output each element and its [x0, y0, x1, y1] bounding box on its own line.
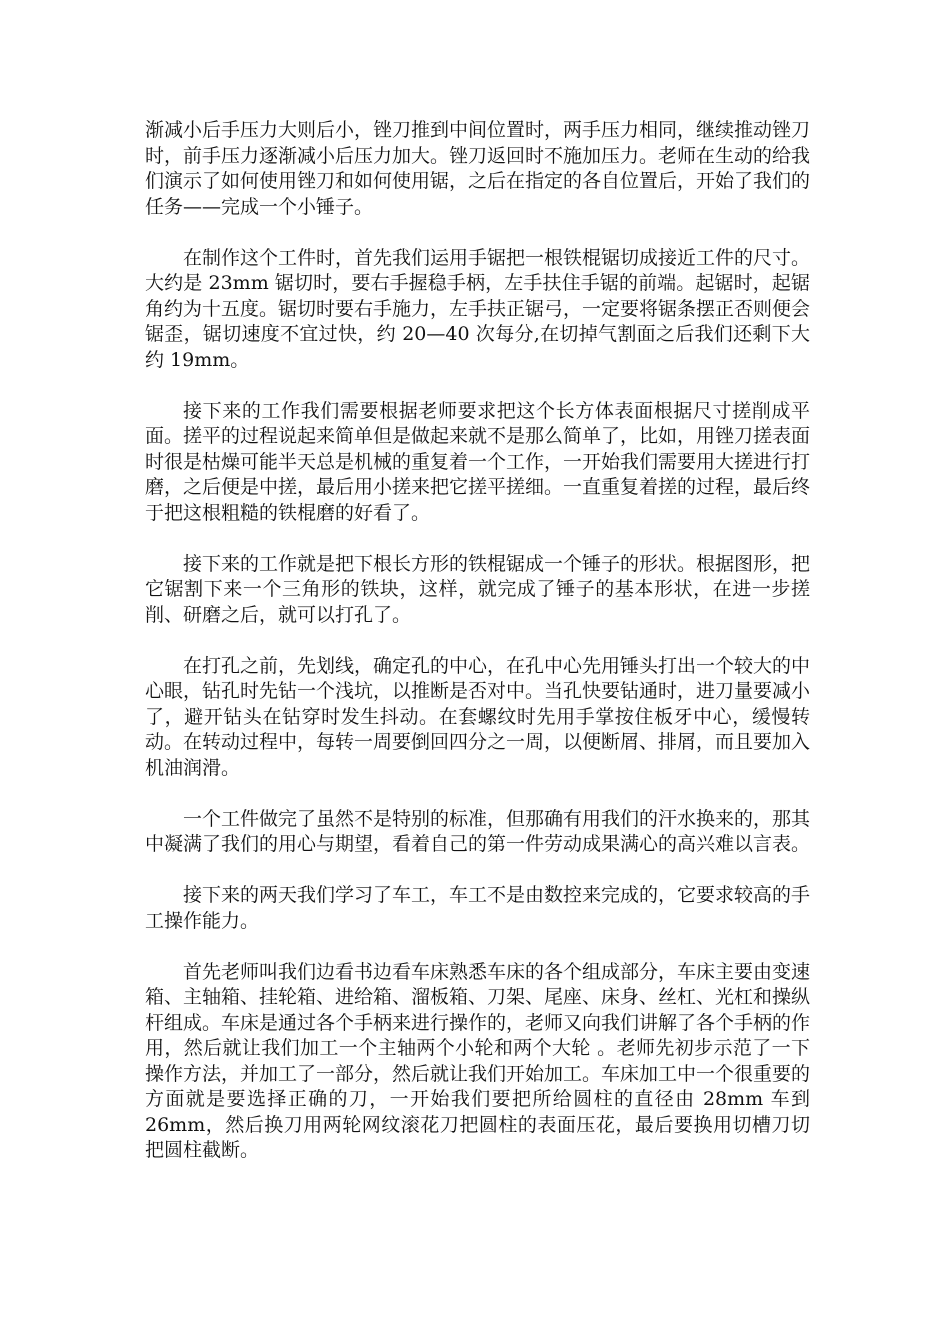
- paragraph-4: 接下来的工作就是把下根长方形的铁棍锯成一个锤子的形状。根据图形，把它锯割下来一个三角形的铁块，这样，就完成了锤子的基本形状，在进一步搓削、研磨之后，就可以打孔了。: [145, 552, 811, 626]
- paragraph-5: 在打孔之前，先划线，确定孔的中心，在孔中心先用锤头打出一个较大的中心眼，钻孔时先钻一个浅坑，以推断是否对中。当孔快要钻通时，进刀量要减小了，避开钻头在钻穿时发生抖动。在套螺纹时先用手掌按住板牙中心，缓慢转动。在转动过程中，每转一周要倒回四分之一周，以便断屑、排屑，而且要加入机油润滑。: [145, 654, 811, 779]
- paragraph-1: 渐减小后手压力大则后小，锉刀推到中间位置时，两手压力相同，继续推动锉刀时，前手压力逐渐减小后压力加大。锉刀返回时不施加压力。老师在生动的给我们演示了如何使用锉刀和如何使用锯，之后在指定的各自位置后，开始了我们的任务——完成一个小锤子。: [145, 119, 811, 218]
- paragraph-6: 一个工件做完了虽然不是特别的标准，但那确有用我们的汗水换来的，那其中凝满了我们的用心与期望，看着自己的第一件劳动成果满心的高兴难以言表。: [145, 807, 811, 855]
- paragraph-2: 在制作这个工件时，首先我们运用手锯把一根铁棍锯切成接近工件的尺寸。大约是 23mm 锯切时，要右手握稳手柄，左手扶住手锯的前端。起锯时，起锯角约为十五度。锯切时要右手施力，左手扶正锯弓，一定要将锯条摆正否则便会锯歪，锯切速度不宜过快，约 20—40 次每分,在切掉气割面之后我们还剩下大约 19mm。: [145, 246, 811, 371]
- paragraph-3: 接下来的工作我们需要根据老师要求把这个长方体表面根据尺寸搓削成平面。搓平的过程说起来简单但是做起来就不是那么简单了，比如，用锉刀搓表面时很是枯燥可能半天总是机械的重复着一个工作，一开始我们需要用大搓进行打磨，之后便是中搓，最后用小搓来把它搓平搓细。一直重复着搓的过程，最后终于把这根粗糙的铁棍磨的好看了。: [145, 399, 811, 524]
- paragraph-8: 首先老师叫我们边看书边看车床熟悉车床的各个组成部分，车床主要由变速箱、主轴箱、挂轮箱、进给箱、溜板箱、刀架、尾座、床身、丝杠、光杠和操纵杆组成。车床是通过各个手柄来进行操作的，老师又向我们讲解了各个手柄的作用，然后就让我们加工一个主轴两个小轮和两个大轮 。老师先初步示范了一下操作方法，并加工了一部分，然后就让我们开始加工。车床加工中一个很重要的方面就是要选择正确的刀，一开始我们要把所给圆柱的直径由 28mm 车到 26mm，然后换刀用两轮网纹滚花刀把圆柱的表面压花，最后要换用切槽刀切把圆柱截断。: [145, 960, 811, 1161]
- paragraph-7: 接下来的两天我们学习了车工，车工不是由数控来完成的，它要求较高的手工操作能力。: [145, 884, 811, 932]
- document-page: [145, 118, 810, 1189]
